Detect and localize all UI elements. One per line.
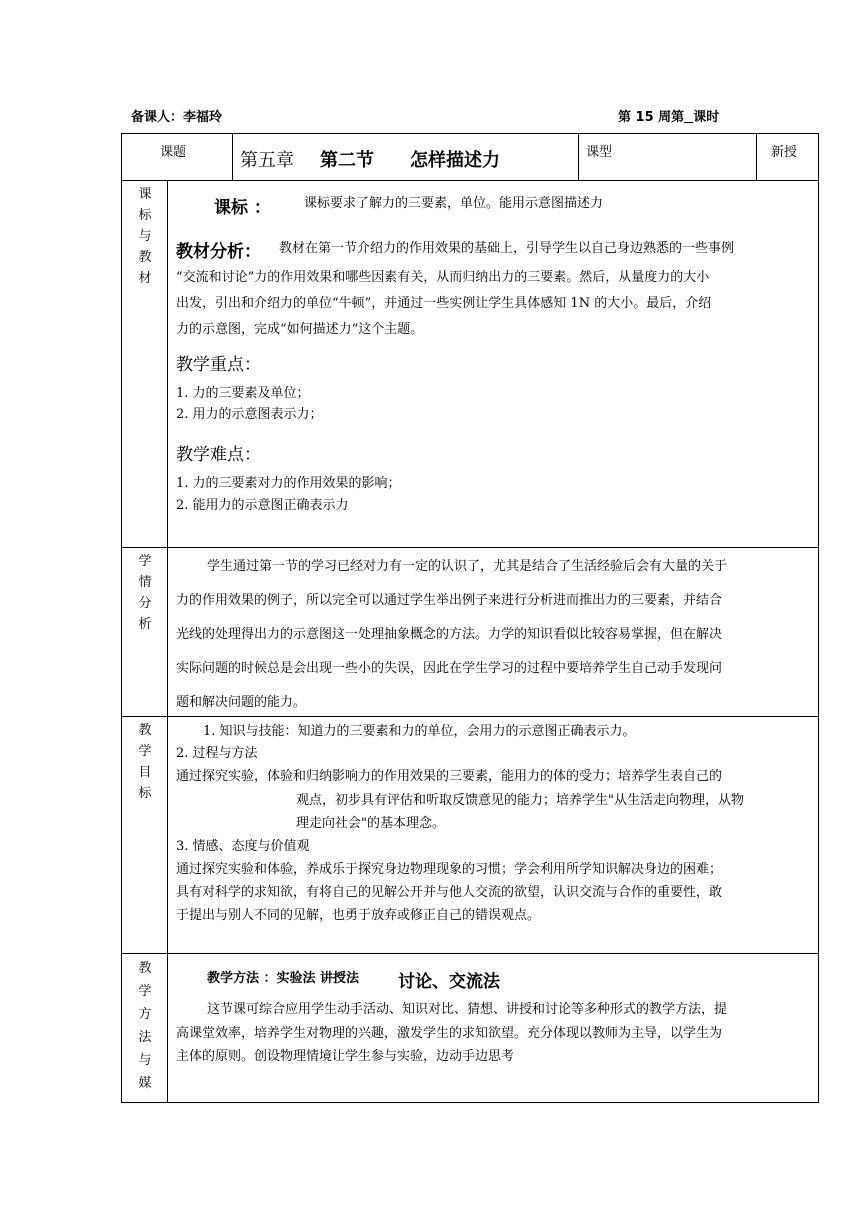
side-char: 与 bbox=[138, 1053, 152, 1068]
students-line: 光线的处理得出力的示意图这一处理抽象概念的方法。力学的知识看似比较容易掌握，但在解决 bbox=[176, 627, 723, 642]
table-border-left bbox=[121, 133, 122, 1103]
col-divider-label bbox=[232, 133, 233, 181]
standard-text: 课标要求了解力的三要素，单位。能用示意图描述力 bbox=[304, 196, 604, 211]
students-line: 实际问题的时候总是会出现一些小的失误，因此在学生学习的过程中要培养学生自己动手发现问 bbox=[176, 661, 723, 676]
goals-line: 具有对科学的求知欲，有将自己的见解公开并与他人交流的欲望，认识交流与合作的重要性，敢 bbox=[176, 885, 723, 900]
table-border-bottom bbox=[121, 1102, 819, 1103]
goals-line: 观点，初步具有评估和听取反馈意见的能力；培养学生"从生活走向物理，从物 bbox=[296, 793, 744, 808]
goals-line: 通过探究实验和体验，养成乐于探究身边物理现象的习惯；学会利用所学知识解决身边的困难； bbox=[176, 862, 723, 877]
methods-line: 这节课可综合应用学生动手活动、知识对比、猜想、讲授和讨论等多种形式的教学方法，提 bbox=[207, 1002, 728, 1017]
topic-label: 课题 bbox=[160, 145, 187, 160]
key-point-item: 2. 用力的示意图表示力； bbox=[176, 407, 323, 422]
analysis-line: 教材在第一节介绍力的作用效果的基础上，引导学生以自己身边熟悉的一些事例 bbox=[279, 241, 735, 256]
side-char: 学 bbox=[138, 984, 152, 999]
methods-extra: 讨论、交流法 bbox=[398, 972, 500, 992]
chapter-text: 第五章 bbox=[240, 150, 294, 171]
side-label-goals bbox=[130, 720, 160, 804]
side-char: 教 bbox=[138, 250, 152, 265]
side-char: 媒 bbox=[138, 1076, 152, 1091]
preparer-label: 备课人：李福玲 bbox=[131, 110, 223, 125]
row-divider-goals bbox=[121, 953, 819, 954]
side-char: 教 bbox=[138, 723, 152, 738]
side-char: 教 bbox=[138, 961, 152, 976]
analysis-line: 力的示意图，完成“如何描述力“这个主题。 bbox=[176, 322, 424, 337]
side-char: 课 bbox=[138, 187, 152, 202]
side-char: 法 bbox=[138, 1030, 152, 1045]
students-line: 力的作用效果的例子，所以完全可以通过学生举出例子来进行分析进而推出力的三要素，并结合 bbox=[176, 593, 723, 608]
goals-line: 于提出与别人不同的见解，也勇于放弃或修正自己的错误观点。 bbox=[176, 908, 541, 923]
week-label bbox=[618, 106, 719, 125]
side-char: 标 bbox=[138, 786, 152, 801]
side-char: 学 bbox=[138, 554, 152, 569]
key-point-item: 1. 力的三要素及单位； bbox=[176, 386, 310, 401]
students-line: 题和解决问题的能力。 bbox=[176, 695, 307, 710]
goals-line: 2. 过程与方法 bbox=[176, 746, 258, 761]
type-value: 新授 bbox=[771, 145, 798, 160]
col-divider-type-value bbox=[756, 133, 757, 181]
standard-label: 课标 ： bbox=[214, 198, 271, 218]
side-char: 材 bbox=[138, 271, 152, 286]
week-suffix: 课时 bbox=[693, 110, 720, 125]
analysis-line: “交流和讨论”力的作用效果和哪些因素有关，从而归纳出力的三要素。然后，从量度力的大小 bbox=[176, 270, 710, 285]
side-char: 目 bbox=[138, 765, 152, 780]
side-char: 方 bbox=[138, 1007, 152, 1022]
type-label: 课型 bbox=[586, 145, 613, 160]
difficulties-label: 教学难点： bbox=[176, 445, 261, 465]
row-divider-students bbox=[121, 716, 819, 717]
row-divider-topic bbox=[121, 180, 819, 181]
methods-line: 高课堂效率，培养学生对物理的兴趣，激发学生的求知欲望。充分体现以教师为主导，以学生为 bbox=[176, 1026, 723, 1041]
students-line: 学生通过第一节的学习已经对力有一定的认识了，尤其是结合了生活经验后会有大量的关于 bbox=[207, 559, 728, 574]
analysis-label: 教材分析： bbox=[176, 242, 261, 262]
analysis-line: 出发，引出和介绍力的单位“牛顿”，并通过一些实例让学生具体感知 1N 的大小。最后，介绍 bbox=[176, 296, 712, 311]
goals-line: 通过探究实验，体验和归纳影响力的作用效果的三要素，能用力的体的受力；培养学生表自己的 bbox=[176, 769, 723, 784]
goals-line: 理走向社会"的基本理念。 bbox=[296, 816, 445, 831]
side-char: 与 bbox=[138, 229, 152, 244]
methods-label: 教学方法 ：实验法 讲授法 bbox=[207, 971, 360, 986]
side-char: 情 bbox=[138, 575, 152, 590]
goals-line: 1. 知识与技能：知道力的三要素和力的单位，会用力的示意图正确表示力。 bbox=[203, 724, 636, 739]
goals-line: 3. 情感、态度与价值观 bbox=[176, 839, 310, 854]
topic-title: 怎样描述力 bbox=[410, 150, 500, 171]
difficulty-item: 1. 力的三要素对力的作用效果的影响； bbox=[176, 476, 401, 491]
difficulty-item: 2. 能用力的示意图正确表示力 bbox=[176, 498, 349, 513]
side-char: 分 bbox=[138, 596, 152, 611]
week-prefix: 第 15 周第 bbox=[618, 110, 685, 125]
side-char: 标 bbox=[138, 208, 152, 223]
col-divider-side bbox=[167, 180, 168, 1103]
methods-line: 主体的原则。创设物理情境让学生参与实验，边动手边思考 bbox=[176, 1049, 515, 1064]
side-char: 析 bbox=[138, 617, 152, 632]
side-label-methods bbox=[130, 957, 160, 1095]
section-text: 第二节 bbox=[320, 150, 374, 171]
col-divider-type bbox=[578, 133, 579, 181]
side-char: 学 bbox=[138, 744, 152, 759]
row-divider-curriculum bbox=[121, 547, 819, 548]
table-border-right bbox=[818, 133, 819, 1103]
week-blank bbox=[684, 110, 693, 125]
key-points-label: 教学重点： bbox=[176, 355, 261, 375]
side-label-curriculum bbox=[130, 184, 160, 289]
table-border-top bbox=[121, 133, 819, 134]
side-label-students bbox=[130, 551, 160, 635]
